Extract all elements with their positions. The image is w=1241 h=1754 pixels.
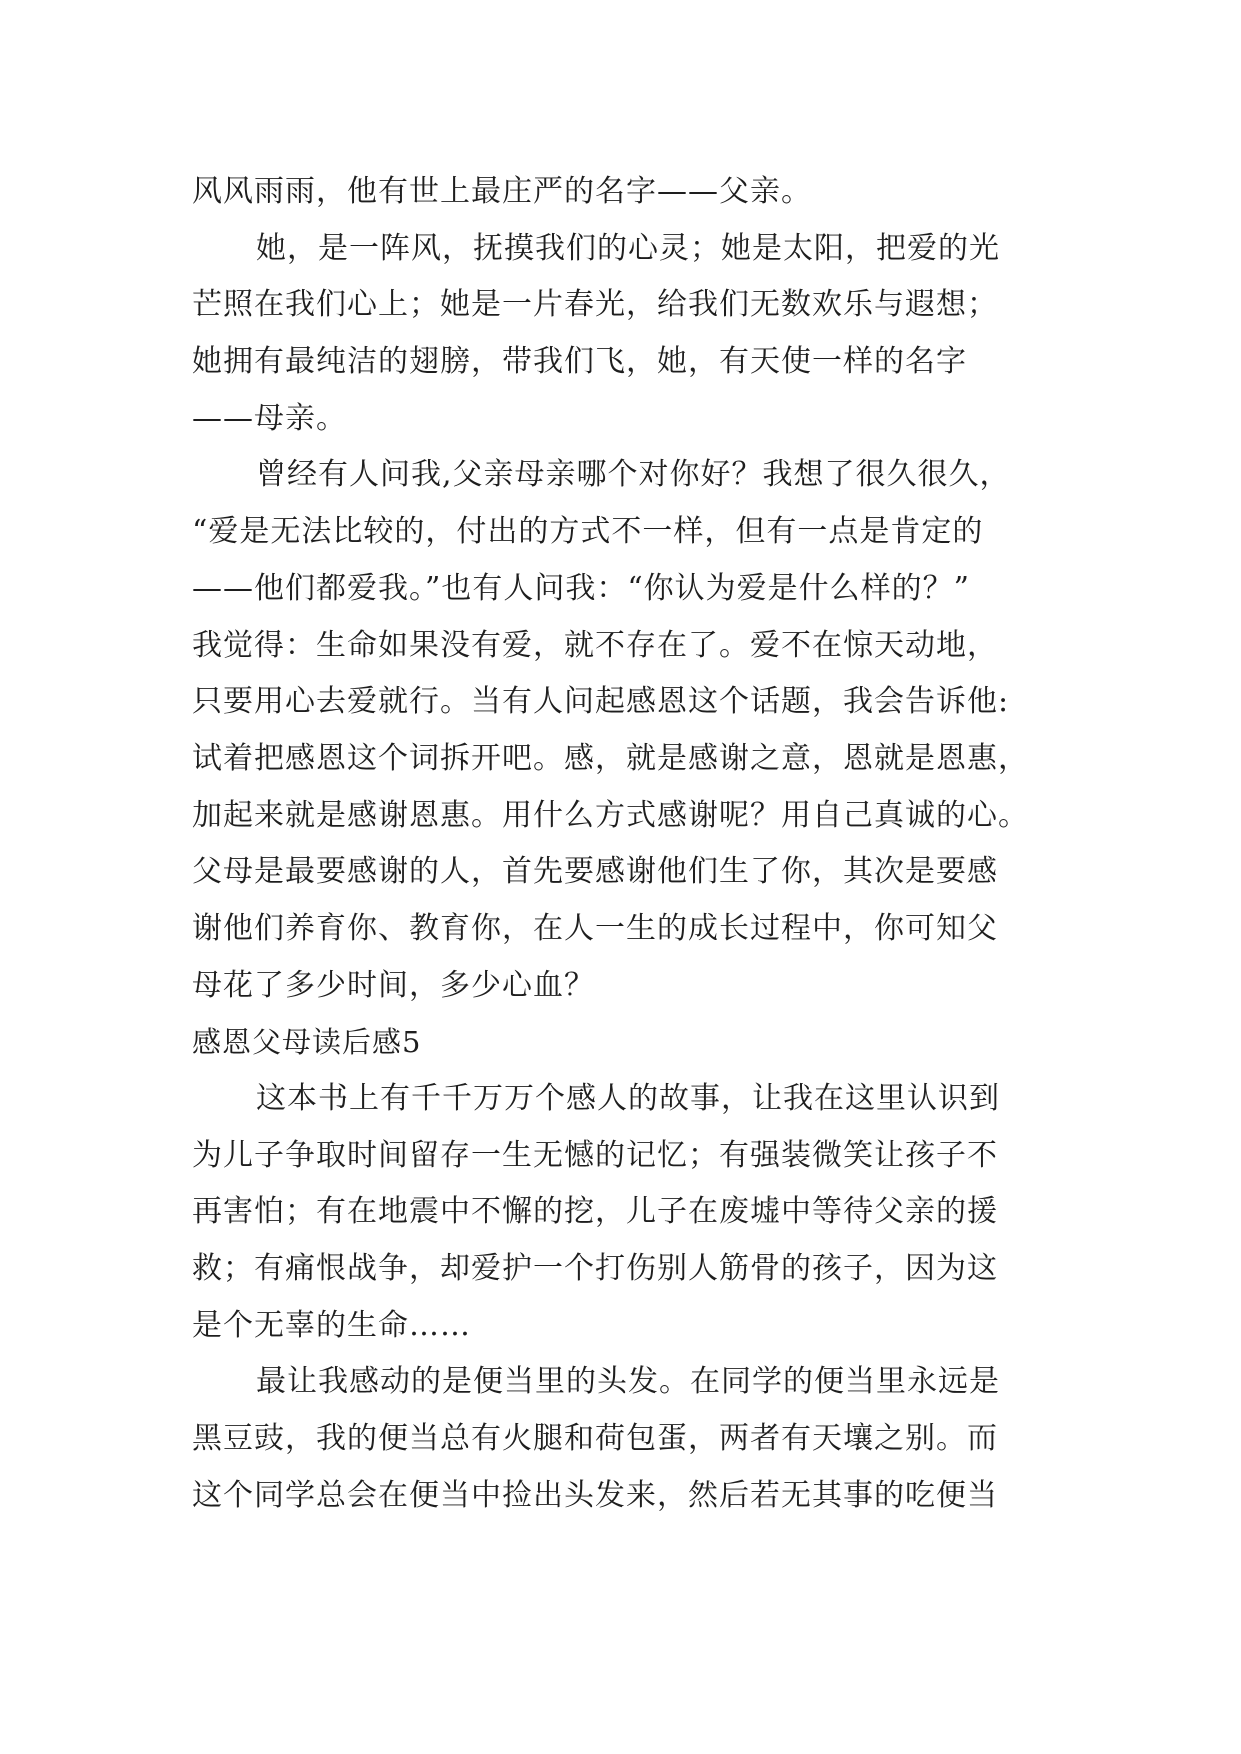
text-line: 芒照在我们心上；她是一片春光，给我们无数欢乐与遐想； bbox=[192, 287, 998, 323]
paragraph-stories bbox=[192, 1071, 1052, 1354]
text-line: 谢他们养育你、教育你，在人一生的成长过程中，你可知父 bbox=[192, 910, 998, 946]
text-line: 风风雨雨，他有世上最庄严的名字——父亲。 bbox=[192, 174, 812, 209]
text-line: ——他们都爱我。”也有人问我：“你认为爱是什么样的？” bbox=[192, 570, 971, 606]
text-line: 试着把感恩这个词拆开吧。感，就是感谢之意，恩就是恩惠， bbox=[192, 740, 1029, 776]
text-line: 加起来就是感谢恩惠。用什么方式感谢呢？用自己真诚的心。 bbox=[192, 797, 1029, 833]
paragraph-gratitude bbox=[192, 447, 1052, 1014]
document-body bbox=[192, 164, 1052, 1525]
text-line: 最让我感动的是便当里的头发。在同学的便当里永远是 bbox=[256, 1364, 1000, 1400]
text-line: 曾经有人问我,父亲母亲哪个对你好？我想了很久很久， bbox=[256, 457, 1011, 493]
text-line: 我觉得：生命如果没有爱，就不存在了。爱不在惊天动地， bbox=[192, 627, 998, 663]
text-line: ——母亲。 bbox=[192, 400, 347, 436]
text-line: 这本书上有千千万万个感人的故事，让我在这里认识到 bbox=[256, 1081, 1000, 1116]
section-heading bbox=[192, 1014, 1052, 1071]
section-title: 感恩父母读后感5 bbox=[192, 1025, 422, 1060]
text-line: 父母是最要感谢的人，首先要感谢他们生了你，其次是要感 bbox=[192, 854, 998, 890]
text-line: 只要用心去爱就行。当有人问起感恩这个话题，我会告诉他: bbox=[192, 684, 1010, 720]
text-line: “爱是无法比较的，付出的方式不一样，但有一点是肯定的 bbox=[192, 514, 984, 550]
text-line: 母花了多少时间，多少心血？ bbox=[192, 967, 595, 1003]
paragraph-continuation bbox=[192, 164, 1052, 221]
text-line: 为儿子争取时间留存一生无憾的记忆；有强装微笑让孩子不 bbox=[192, 1137, 998, 1173]
paragraph-mother bbox=[192, 221, 1052, 448]
paragraph-bento bbox=[192, 1354, 1052, 1524]
text-line: 救；有痛恨战争，却爱护一个打伤别人筋骨的孩子，因为这 bbox=[192, 1251, 998, 1287]
text-line: 这个同学总会在便当中捡出头发来，然后若无其事的吃便当 bbox=[192, 1477, 998, 1513]
text-line: 再害怕；有在地震中不懈的挖，儿子在废墟中等待父亲的援 bbox=[192, 1194, 998, 1230]
text-line: 黑豆豉，我的便当总有火腿和荷包蛋，两者有天壤之别。而 bbox=[192, 1421, 998, 1457]
text-line: 她，是一阵风，抚摸我们的心灵；她是太阳，把爱的光 bbox=[256, 230, 1000, 266]
text-line: 是个无辜的生命…… bbox=[192, 1307, 471, 1343]
text-line: 她拥有最纯洁的翅膀，带我们飞，她，有天使一样的名字 bbox=[192, 344, 967, 380]
